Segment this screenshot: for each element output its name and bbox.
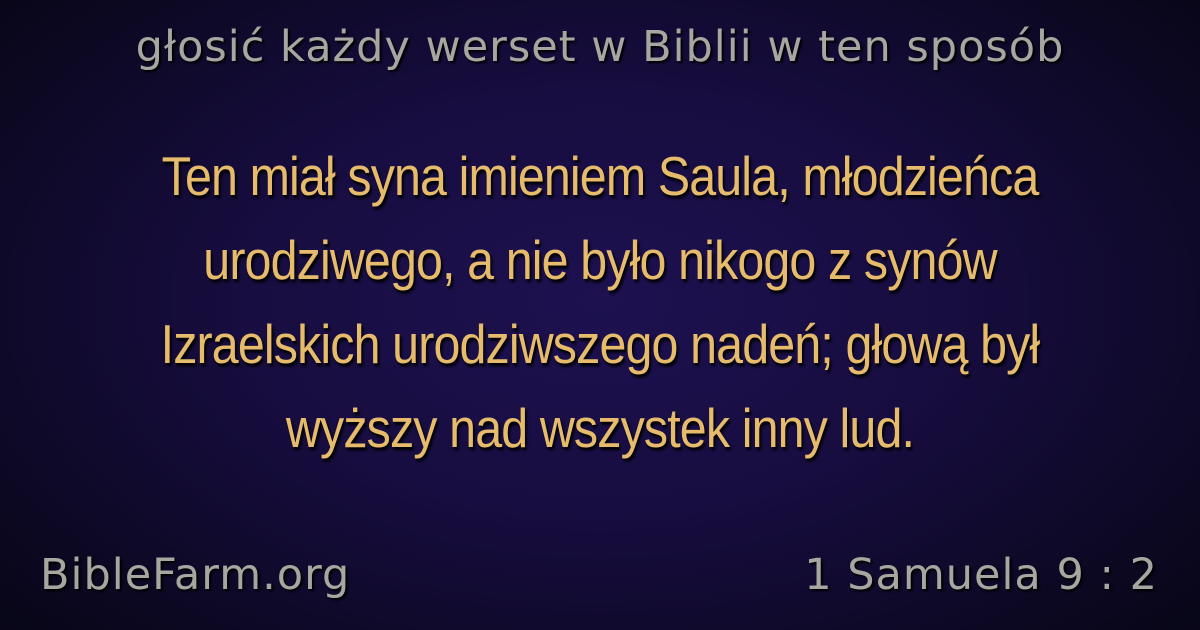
tagline: głosić każdy werset w Biblii w ten sposób	[135, 22, 1065, 72]
verse-reference: 1 Samuela 9 : 2	[804, 550, 1158, 600]
verse-text: Ten miał syna imieniem Saula, młodzieńca urodziwego, a nie było nikogo z synów Izraelskich urodziwszego nadeń; głową był wyższy nad wszystek inny lud.	[160, 145, 1040, 459]
site-name: BibleFarm.org	[40, 550, 351, 600]
